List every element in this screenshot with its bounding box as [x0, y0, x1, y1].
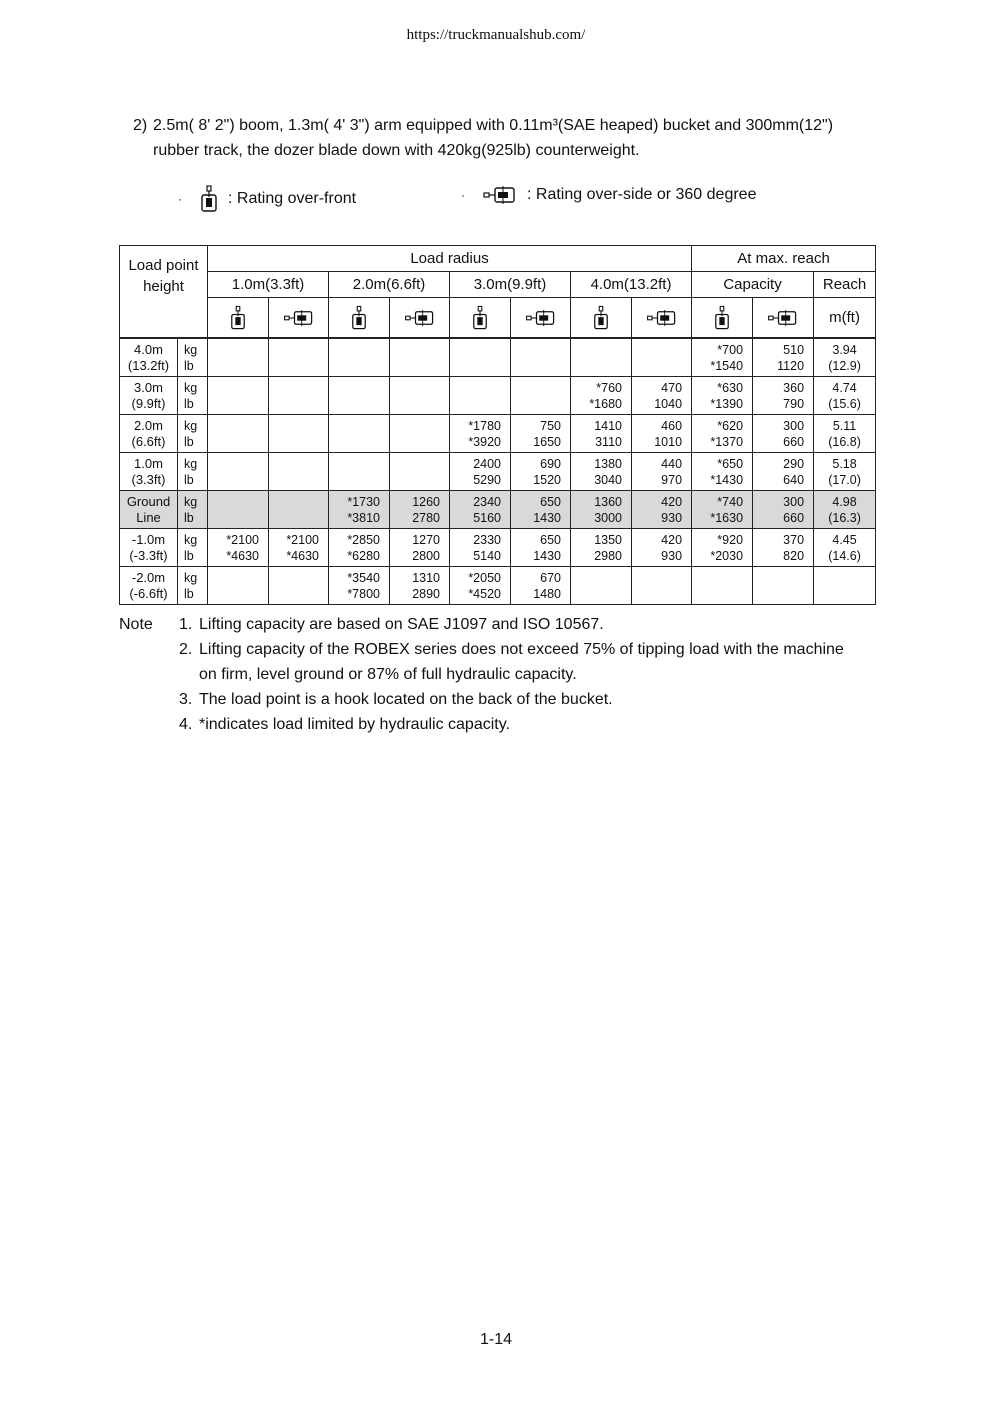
unit-cell: kg lb	[178, 415, 208, 453]
capacity-cell: 1380 3040	[571, 453, 632, 491]
notes-label: Note	[119, 616, 153, 633]
legend-side	[461, 185, 756, 205]
capacity-cell	[269, 491, 329, 529]
capacity-cell: *740 *1630	[692, 491, 753, 529]
height-cell: 4.0m (13.2ft)	[120, 338, 178, 377]
unit-cell: kg lb	[178, 529, 208, 567]
table-row	[120, 415, 876, 453]
unit-cell: kg lb	[178, 453, 208, 491]
capacity-cell: 360 790	[753, 377, 814, 415]
rating-side-icon	[483, 185, 517, 205]
capacity-cell	[571, 567, 632, 605]
capacity-cell: 2330 5140	[450, 529, 511, 567]
note-text: Lifting capacity are based on SAE J1097 and ISO 10567.	[199, 616, 604, 633]
capacity-cell: *2100 *4630	[269, 529, 329, 567]
capacity-cell: *2050 *4520	[450, 567, 511, 605]
capacity-cell	[208, 491, 269, 529]
capacity-cell	[390, 453, 450, 491]
capacity-cell	[511, 338, 571, 377]
capacity-cell: 1260 2780	[390, 491, 450, 529]
reach-header: Reach	[814, 272, 876, 298]
capacity-header: Capacity	[692, 272, 814, 298]
capacity-cell: *760 *1680	[571, 377, 632, 415]
capacity-cell: 510 1120	[753, 338, 814, 377]
capacity-cell: 440 970	[632, 453, 692, 491]
legend-side-label: : Rating over-side or 360 degree	[527, 186, 757, 203]
capacity-cell	[269, 338, 329, 377]
capacity-cell	[208, 377, 269, 415]
note-text: The load point is a hook located on the back of the bucket.	[199, 691, 613, 708]
reach-unit-header: m(ft)	[814, 298, 876, 339]
capacity-cell: 670 1480	[511, 567, 571, 605]
capacity-cell: 370 820	[753, 529, 814, 567]
capacity-cell	[692, 567, 753, 605]
capacity-cell: *920 *2030	[692, 529, 753, 567]
capacity-cell	[450, 338, 511, 377]
capacity-cell: 650 1430	[511, 529, 571, 567]
legend-bullet: ·	[461, 188, 465, 202]
capacity-cell	[329, 415, 390, 453]
unit-cell: kg lb	[178, 567, 208, 605]
reach-cell: 5.18 (17.0)	[814, 453, 876, 491]
capacity-cell: *630 *1390	[692, 377, 753, 415]
radius-header: 1.0m(3.3ft)	[208, 272, 329, 298]
height-cell: -1.0m (-3.3ft)	[120, 529, 178, 567]
reach-cell	[814, 567, 876, 605]
height-cell: -2.0m (-6.6ft)	[120, 567, 178, 605]
at-max-reach-header: At max. reach	[692, 246, 876, 272]
table-row	[120, 567, 876, 605]
capacity-cell: 300 660	[753, 415, 814, 453]
capacity-cell	[390, 338, 450, 377]
capacity-cell	[208, 338, 269, 377]
capacity-cell	[208, 453, 269, 491]
rating-legend	[178, 185, 878, 215]
capacity-cell: 1350 2980	[571, 529, 632, 567]
table-row	[120, 491, 876, 529]
capacity-cell	[269, 377, 329, 415]
height-cell: 3.0m (9.9ft)	[120, 377, 178, 415]
capacity-cell: 690 1520	[511, 453, 571, 491]
rating-front-icon	[571, 298, 632, 339]
height-cell: 1.0m (3.3ft)	[120, 453, 178, 491]
capacity-cell: 470 1040	[632, 377, 692, 415]
capacity-cell: *1730 *3810	[329, 491, 390, 529]
capacity-cell: 1270 2800	[390, 529, 450, 567]
rating-side-icon	[753, 298, 814, 339]
rating-front-icon	[208, 298, 269, 339]
load-radius-header: Load radius	[208, 246, 692, 272]
reach-cell: 5.11 (16.8)	[814, 415, 876, 453]
capacity-cell: 460 1010	[632, 415, 692, 453]
capacity-cell	[329, 377, 390, 415]
capacity-cell: 2400 5290	[450, 453, 511, 491]
lifting-capacity-table	[119, 245, 876, 605]
legend-front-label: : Rating over-front	[228, 190, 357, 207]
capacity-cell: 650 1430	[511, 491, 571, 529]
capacity-cell	[269, 567, 329, 605]
table-row	[120, 529, 876, 567]
capacity-cell: 2340 5160	[450, 491, 511, 529]
capacity-cell: *1780 *3920	[450, 415, 511, 453]
notes	[119, 612, 875, 737]
note-text: *indicates load limited by hydraulic capacity.	[199, 716, 510, 733]
capacity-cell: *2850 *6280	[329, 529, 390, 567]
capacity-cell	[450, 377, 511, 415]
capacity-cell: 290 640	[753, 453, 814, 491]
height-cell: Ground Line	[120, 491, 178, 529]
capacity-cell	[269, 415, 329, 453]
note-number: 2.	[179, 641, 193, 658]
unit-cell: kg lb	[178, 377, 208, 415]
intro-paragraph	[133, 113, 875, 163]
capacity-cell	[753, 567, 814, 605]
radius-header: 4.0m(13.2ft)	[571, 272, 692, 298]
reach-cell: 3.94 (12.9)	[814, 338, 876, 377]
height-cell: 2.0m (6.6ft)	[120, 415, 178, 453]
table-row	[120, 377, 876, 415]
capacity-cell	[329, 338, 390, 377]
capacity-cell: *3540 *7800	[329, 567, 390, 605]
rating-side-icon	[632, 298, 692, 339]
intro-number: 2)	[133, 117, 148, 134]
capacity-cell	[390, 415, 450, 453]
capacity-cell: *700 *1540	[692, 338, 753, 377]
capacity-cell: 300 660	[753, 491, 814, 529]
reach-cell: 4.74 (15.6)	[814, 377, 876, 415]
note-number: 4.	[179, 716, 193, 733]
rating-front-icon	[450, 298, 511, 339]
radius-header: 3.0m(9.9ft)	[450, 272, 571, 298]
capacity-cell	[390, 377, 450, 415]
capacity-cell	[571, 338, 632, 377]
intro-line-1: 2.5m( 8' 2") boom, 1.3m( 4' 3") arm equipped with 0.11m³(SAE heaped) bucket and 300mm(12")	[153, 117, 834, 134]
radius-header: 2.0m(6.6ft)	[329, 272, 450, 298]
intro-line-2: rubber track, the dozer blade down with 420kg(925lb) counterweight.	[153, 142, 640, 159]
legend-bullet: ·	[178, 192, 182, 206]
note-text: Lifting capacity of the ROBEX series does not exceed 75% of tipping load with the machine on firm, level ground or 87% of full hydraulic capacity.	[199, 641, 844, 683]
note-number: 3.	[179, 691, 193, 708]
rating-front-icon	[329, 298, 390, 339]
header-url: https://truckmanualshub.com/	[406, 27, 586, 43]
rating-front-icon	[692, 298, 753, 339]
table-row	[120, 453, 876, 491]
capacity-cell	[632, 567, 692, 605]
legend-front	[178, 185, 356, 213]
capacity-cell	[269, 453, 329, 491]
capacity-cell: 750 1650	[511, 415, 571, 453]
capacity-cell: *2100 *4630	[208, 529, 269, 567]
reach-cell: 4.98 (16.3)	[814, 491, 876, 529]
capacity-cell: 1310 2890	[390, 567, 450, 605]
rating-side-icon	[511, 298, 571, 339]
capacity-cell	[208, 567, 269, 605]
rating-side-icon	[390, 298, 450, 339]
table-row	[120, 338, 876, 377]
note-number: 1.	[179, 616, 193, 633]
capacity-cell	[208, 415, 269, 453]
rating-front-icon	[200, 185, 218, 213]
capacity-cell: 1360 3000	[571, 491, 632, 529]
unit-cell: kg lb	[178, 491, 208, 529]
capacity-cell: 1410 3110	[571, 415, 632, 453]
unit-cell: kg lb	[178, 338, 208, 377]
rating-side-icon	[269, 298, 329, 339]
capacity-cell: 420 930	[632, 529, 692, 567]
capacity-cell: *650 *1430	[692, 453, 753, 491]
capacity-cell: 420 930	[632, 491, 692, 529]
load-point-height-header: Load point height	[120, 246, 208, 339]
page-number: 1-14	[479, 1331, 513, 1348]
capacity-cell: *620 *1370	[692, 415, 753, 453]
capacity-cell	[511, 377, 571, 415]
capacity-cell	[329, 453, 390, 491]
reach-cell: 4.45 (14.6)	[814, 529, 876, 567]
capacity-cell	[632, 338, 692, 377]
